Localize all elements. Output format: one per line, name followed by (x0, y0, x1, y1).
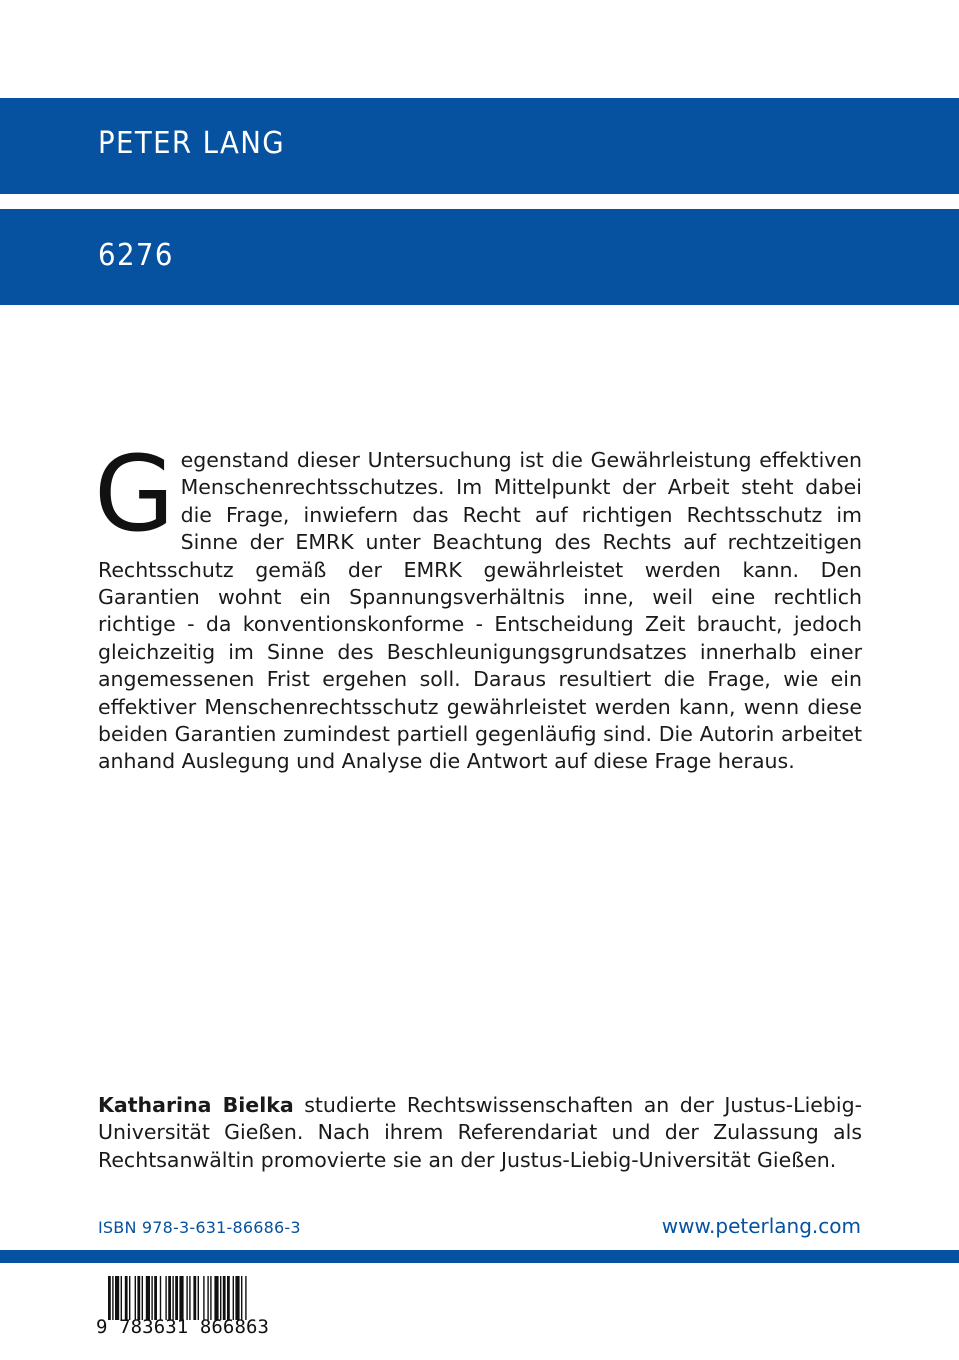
barcode-bar (207, 1276, 208, 1320)
author-bio-text: studierte Rechtswissenschaften an der Justus-Liebig-Universität Gießen. Nach ihrem Referendariat und der Zulassung als Rechtsanwältin promovierte sie an der Justus-Liebig-Universität Gießen. (98, 1093, 863, 1172)
barcode-bar (203, 1276, 204, 1320)
barcode-bar (175, 1276, 178, 1320)
publisher-url[interactable]: www.peterlang.com (661, 1214, 861, 1238)
barcode-bar (165, 1276, 166, 1320)
barcode-bar (172, 1276, 173, 1320)
barcode-bar (154, 1276, 157, 1320)
barcode-bar (142, 1276, 143, 1320)
barcode-bar (137, 1276, 140, 1320)
barcode-bar (146, 1276, 150, 1320)
barcode-bar (186, 1276, 187, 1320)
book-description (94, 433, 862, 776)
isbn: ISBN 978-3-631-86686-3 (98, 1218, 301, 1237)
barcode-bar (214, 1276, 218, 1320)
barcode-bar (193, 1276, 196, 1320)
series-band (0, 209, 959, 305)
barcode-bar (233, 1276, 234, 1320)
description-text: egenstand dieser Untersuchung ist die Gewährleistung effektiven Menschenrechtsschutzes. Im Mittelpunkt der Arbeit steht dabei die Frage, inwiefern das Recht auf richtigen Rechtsschutz im Sinne der EMRK unter Beachtung des Rechts auf rechtzeitigen Rechtsschutz gemäß der EMRK gewährleistet werden kann. Den Garantien wohnt ein Spannungsverhältnis inne, weil eine rechtlich richtige - da konventionskonforme - Entscheidung Zeit braucht, jedoch gleichzeitig im Sinne des Beschleunigungsgrundsatzes innerhalb einer angemessenen Frist ergehen soll. Daraus resultiert die Frage, wie ein effektiver Menschenrechtsschutz gewährleistet werden kann, wenn diese beiden Garantien zumindest partiell gegenläufig sind. Die Autorin arbeitet anhand Auslegung und Analyse die Antwort auf diese Frage heraus. (98, 448, 862, 774)
barcode-bar (160, 1276, 161, 1320)
author-bio (98, 1092, 862, 1174)
barcode-bar (108, 1276, 111, 1320)
barcode-bar (129, 1276, 130, 1320)
publisher-name: PETER LANG (98, 126, 286, 161)
author-name: Katharina Bielka (98, 1093, 294, 1117)
barcode-bars (96, 1276, 296, 1320)
barcode-bar (227, 1276, 230, 1320)
barcode-bar (189, 1276, 190, 1320)
barcode-bar (151, 1276, 152, 1320)
series-number: 6276 (98, 238, 174, 273)
publisher-band (0, 98, 959, 194)
barcode-bar (245, 1276, 246, 1320)
barcode-bar (121, 1276, 122, 1320)
barcode-bar (223, 1276, 226, 1320)
drop-cap: G (94, 433, 175, 555)
barcode-bar (220, 1276, 221, 1320)
barcode-digits: 9 783631 866863 (96, 1316, 270, 1338)
barcode-bar (112, 1276, 113, 1320)
barcode-bar (135, 1276, 136, 1320)
barcode-bar (115, 1276, 119, 1320)
barcode-bar (125, 1276, 128, 1320)
barcode-bar (235, 1276, 239, 1320)
barcode-bar (210, 1276, 211, 1320)
footer-rule (0, 1250, 959, 1263)
barcode-bar (179, 1276, 183, 1320)
barcode-bar (198, 1276, 199, 1320)
barcode-bar (241, 1276, 242, 1320)
barcode-bar (168, 1276, 171, 1320)
